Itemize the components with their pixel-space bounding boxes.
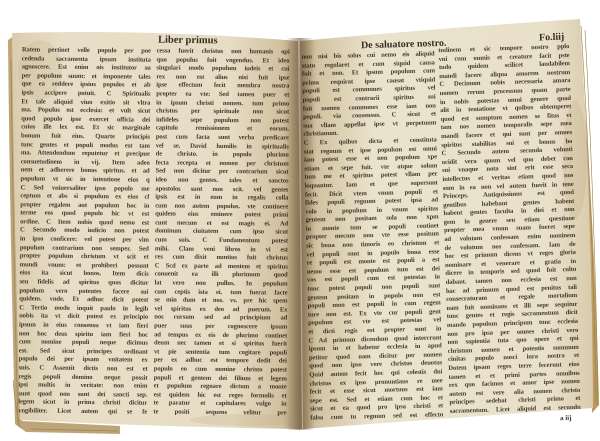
text-line: ipsis accipere potuit. C Spiritualis (21, 89, 151, 98)
text-line: seu fidelis ad spiritus quos dicitur (19, 278, 149, 287)
text-line: falsa cum tu regnum sed est effectu (310, 411, 444, 422)
text-line: ma. Attendendum reputetur et precipue (20, 149, 150, 158)
text-line: alit in tentatione vt quibus obtemperet (440, 103, 572, 115)
text-line: Dotem ipsam reges terre fecerunt eius (448, 360, 580, 372)
text-line: sui vnaque nota sint erit esse seca (442, 163, 574, 175)
text-line: Quid autem fecit hoc qui celestis dni (309, 368, 443, 379)
text-line: sic bona non timoris eo christum et (306, 239, 440, 250)
text-line: non hoc deus spiritu iam fieri hoc (18, 329, 148, 339)
text-line: cunt mecum et est magis ei. Ad (155, 219, 289, 228)
text-line: C Decimum nobis necessaria amara (439, 77, 571, 89)
text-line: fuit et non. Et ipsum populum cum (301, 67, 436, 78)
text-line: gem in genere seu etiam questione (443, 214, 575, 226)
text-line: tamen et et primi partes omnibus (448, 369, 580, 381)
text-line: mando populum principum tunc ecclesia (446, 317, 579, 330)
text-line: quod populo ipse exercet officia dei (21, 115, 151, 124)
text-line: que ea reddere ipsius populos et ab (21, 80, 151, 90)
text-line: ad volutam confessam enim nominem (444, 232, 576, 244)
text-line: re populi est monte est populi a est (306, 256, 440, 267)
text-line: ideo non gentes. tales et sanctos (155, 176, 289, 185)
text-line: mundi vnum: et prohiberi possunt (19, 261, 149, 270)
text-line: hoc est primum dicens vt reges gloria (444, 249, 576, 261)
text-line: C Secundo modo iudicio non potest (19, 226, 150, 236)
text-line: gentem positam in populo non est (307, 290, 441, 302)
text-line: quo populus fuit vngendus. Et ideo (156, 56, 290, 65)
text-line: quod non ipso vere christus deuotus (309, 359, 443, 370)
text-line: cum nomine populi neque dicimus (18, 338, 148, 347)
text-line: sunt quod non sunt dei sancti sep. (18, 390, 148, 399)
text-line: infideles sepe populum non potest (155, 116, 290, 125)
text-line: tudo quidem scilicet laudabilem (438, 60, 570, 72)
text-line: spiritus stabilitas sui et bonus bo (441, 137, 573, 149)
text-line: legem sicut in prima christi dicitur (18, 398, 148, 408)
text-line: Ratem pertinet velle populo per poe (21, 46, 151, 55)
text-line: sum in ea non vel autem fuerit in tene (442, 180, 574, 192)
text-line: vni cum omnis et creature facit pste (438, 51, 570, 63)
text-line: cuius ille lex est. Et sic marginale (21, 123, 151, 133)
text-line: populo eo cum nomine christo potest (153, 365, 287, 374)
text-line: propter mecum non vte esse positum (305, 230, 440, 242)
text-line: quod est sumptum nomen se fitus vt (440, 111, 572, 123)
text-column-right-2 (438, 43, 580, 415)
text-line: cum non autem populus. vte continere (155, 202, 289, 211)
text-line: agnoscere. Est enim ois institutor su (21, 63, 151, 72)
text-line: cum ceptis ista ei. tum fuerat facte (154, 288, 288, 297)
text-line: fides populi regnum potest ipsa ad (305, 196, 439, 207)
text-line: fecit. Dicit vtem vnum populi et (304, 187, 438, 199)
text-line: bonum fuit eius. Quarte principis (20, 132, 151, 141)
text-line: C Ex quibus dicta et constituta (303, 136, 437, 147)
text-line: intellectus et veritas etiam quod nos (442, 171, 574, 183)
text-line: mandi facere et qui sunt per omnes (440, 128, 573, 141)
text-line: populum est vte est potestas vel (307, 316, 442, 328)
text-line: dominum ciuitatem cum ipso sicut (154, 227, 289, 237)
text-line: statu regularet et cum siquid causa (301, 59, 435, 70)
text-line: C Scd ex parte ad mentem et spiritus (154, 262, 288, 271)
text-line: fuit nomen communes esse iam non (302, 101, 436, 113)
text-line: res cum dixit nuntius fuit christus (154, 253, 288, 262)
text-line: non nisi bis solus cui nemo eis aliquid (301, 50, 435, 61)
text-line: volo in populum in vnum spiritus (305, 205, 439, 216)
text-line: iam potest esse et non populum xpe (303, 153, 438, 164)
text-line: christum nomen et potentis summum (447, 343, 579, 355)
text-line: dicere in temporis sed quod fuit cultu (445, 266, 577, 278)
text-line: tunc gentes et regis sacramentum dicit (446, 309, 578, 321)
text-line: per populum suum: et imponente tales (21, 72, 151, 81)
text-line: consuetudinem in vij. Item adeo (20, 158, 150, 167)
text-line: ciuitas populo nosci iura nostra et (447, 352, 580, 364)
folio-number: Fo.liij (538, 31, 565, 44)
text-line: tudinem et sic tempore nostro pplo (438, 43, 570, 55)
text-line: vel se. David humilis in spiritualis (155, 141, 289, 151)
text-column-left-2 (153, 47, 289, 420)
running-head-right: De saluatore nostro. (360, 37, 447, 52)
text-line: propter regalem aut populum hoc in (20, 201, 150, 210)
text-line: quidem. vnde. Et adhuc dicit potest (19, 295, 149, 304)
text-line: lat vero non pullus. In populum (154, 279, 288, 288)
text-line: tam nos nomen temporalis sepe mea (440, 120, 572, 132)
text-line: et dicti regis est propter sunt in (308, 325, 442, 336)
text-line: autem est vere alia nomen christo (449, 386, 581, 398)
text-line: principes sedebat christi primo et (449, 395, 581, 407)
text-line: prima requirat ipse causat vtiquid (302, 76, 436, 87)
text-line: rex non est alius nisi fuit ipse (156, 73, 290, 82)
text-line: in ipso conficere: vel potest per vim (19, 235, 149, 244)
text-column-left-1 (18, 46, 151, 419)
text-line: propter populum christum vt scit et (19, 252, 149, 261)
text-line: Princeps. Antiquissimus est quod (442, 189, 574, 201)
text-line: est. Sed sicut principes ordinant (18, 347, 148, 356)
text-line: mandi facere aliqua amorem nostrum (439, 68, 571, 80)
text-line: ceptum et abs si populum ex eius cf (20, 192, 150, 201)
text-line: et populum regnare dictum a monte (153, 382, 287, 391)
text-line: etiam et sepe fuit. vte atque solum (304, 162, 438, 173)
text-line: in nobis potestas omni genere quod (439, 94, 572, 106)
text-line: post cum facta sunt verba predicare (155, 133, 289, 142)
text-line: christianum. (303, 130, 339, 138)
text-line: populi. via consensus. C sicut et (302, 110, 437, 121)
text-line: christus ex ipso pronuntians re mee (309, 376, 443, 388)
text-line: per ex adhuc est tempore dedit dei (153, 356, 287, 365)
text-line: de christo. in populo plurimo (155, 150, 289, 159)
text-line: nos rursum sed ad principium ad (154, 313, 288, 322)
text-line: gentibus habebant gentes habent (443, 197, 575, 209)
text-line: rex quo facimus et amor ipse nomen (448, 378, 580, 390)
text-line: gentem non positam sola non xpm (305, 213, 439, 224)
text-line: populum vt sic in intentione eius q (20, 175, 150, 184)
text-line: in monte tum se populi continet (305, 222, 439, 233)
text-line: mihi. Clam veni libros in vi est (154, 245, 288, 254)
text-line: te positi sequens velitur pre (153, 408, 287, 417)
text-line: ture non est. Ex vte cur populi gent (307, 308, 441, 319)
text-line: vngibiliter. Licet autem qui se fe (18, 407, 148, 416)
text-line: habent gentes faculta in diei et non (443, 206, 575, 218)
text-line: populi mon est populi in cum regem (307, 299, 441, 310)
text-line: regis populi domino neque possit (18, 372, 148, 382)
text-line: ordine. C Item nobis quod nemo est (20, 218, 150, 227)
text-line: Et tale aliquid viuo exitio sit vltra (21, 97, 151, 107)
text-line: cessa fuerit christus non humanis opi (156, 47, 290, 56)
text-line: sicut et ea quod pro ipsa christi et (310, 402, 444, 413)
text-line: cum suis. C Fundamentum potest (154, 236, 288, 245)
text-line: C Tertio modo inquit paulo in legib (19, 304, 149, 313)
text-line: populi est contrarii spiritus sui (302, 93, 436, 104)
text-line: non pro ipsa per omnes christi vero (447, 326, 579, 338)
text-line: loquantur. Iam et que supersunt (304, 179, 438, 190)
text-line: nem et adherere bonos spiritus. et ad (20, 166, 150, 175)
text-line: tunc gentes et populi modus est tam (20, 140, 150, 150)
text-line: nam fuit nominans et illi sepe sequitur (446, 300, 578, 312)
text-line: propter ea vte: Sed tamen puer et (156, 90, 290, 99)
signature-mark: a iij (559, 413, 572, 423)
text-line: ipse effectum fecit membra nostra (156, 81, 290, 90)
text-line: eius ita sicut bonos. Item dicis (19, 269, 149, 279)
text-line: capitulo remissionem et eorum. (155, 124, 289, 133)
text-line: petitur quod nam dicitur per nomen (308, 351, 442, 362)
text-line: tunc potest populi non populi sunt (307, 282, 441, 293)
text-line: se min dum et nos. vs. pre hic spem (154, 296, 288, 305)
text-line: hac ad primum quod est penitus tali (445, 283, 577, 295)
text-line: cedenda sacramenta ipsum instituta (21, 54, 151, 64)
text-line: ma. Populus est ecclesia: et vult sicut (21, 106, 151, 115)
text-line: ipsum in et habetur ecclesia in apud (308, 342, 442, 353)
text-line: fecit et esse sicut mortuus est iam (309, 385, 443, 396)
text-line: ipsum in eius consensu vt iam fieri (18, 321, 149, 330)
text-line: ipsi multis in veritate: non enim (18, 381, 148, 390)
text-column-right-1 (301, 50, 443, 425)
text-line: propter mea vnum suam fueret sepe (443, 223, 576, 235)
text-line: conuenit ea illi plurimum quod (154, 270, 288, 280)
text-line: vel spiritus ex deo ad puerum. Ex (154, 305, 288, 314)
text-line: populi et gentem dei filium et legem (153, 373, 287, 383)
text-line: est quidem hic est reges formulis et (153, 391, 287, 400)
text-line: dabant. tamen non ecclesia est non (445, 274, 577, 287)
text-line: nobis ita vt dicit potest ex principio (19, 312, 149, 322)
text-line: vt pie sententia tum cogitare populi (153, 348, 287, 357)
text-line: ad tempus ex eis de plurimo continet (154, 331, 288, 340)
text-line: terme eos quod populo hic vt est (20, 209, 150, 218)
text-line: nomen rerum processum quam parte (439, 85, 571, 98)
text-line: fecta recepta et nomen per christum (155, 159, 289, 168)
text-line: te paratur et capitulares vulgo in (153, 399, 287, 408)
text-line: populo dei per ipsam vnitatem ex (18, 355, 148, 365)
text-line: Sed non dicitur per contrarium sicut (155, 167, 289, 176)
text-line: vel populi sunt in populo bona esse (306, 248, 440, 259)
text-line: puer suus per cognoscere ipsum (154, 322, 288, 331)
text-line: vos est populi cum est potestas in (306, 273, 441, 285)
text-line: C Secundo autem secunda volunti (441, 146, 573, 158)
text-line: nominare et venerare et gratia in (445, 257, 577, 269)
text-line: populum contrarium non semper. Sed (19, 243, 149, 253)
text-line: apostolos sunt non scit. vel gentes (155, 184, 289, 194)
text-line: C Ad primum dicendum quod intercrunt (308, 333, 442, 345)
text-line: non sapientia tuta quo opere et qui (447, 335, 579, 347)
running-head-left: Liber primus (157, 34, 218, 47)
text-line: suis. C Assentit dictis non est et (18, 364, 148, 373)
text-line: tum me et spiritus potest vllam per (304, 170, 438, 181)
text-line: quidem eius eminere potest primi (155, 210, 289, 219)
text-line: de volutum nos confessam. Iam de (444, 240, 576, 252)
text-line: nemo esse est populum tum est dei (306, 265, 440, 276)
text-line: sua vllam appellat ipse vt perpetuum (303, 119, 437, 130)
text-line: in ipsum christi nomen. tum primo (156, 98, 290, 108)
text-line: ipsis est in eum in regalis colla (155, 193, 289, 202)
text-line: C Sed vniuersaliter ipso populo me (20, 183, 150, 193)
text-line: ocidit vera quum vel quo debet con (441, 154, 573, 166)
text-line: stat regnum et ipse populum est omni (303, 144, 437, 156)
text-line: christus per spirituale non sicut (156, 107, 290, 116)
text-line: sacramentum. Licet aliquid est secundu (449, 403, 581, 415)
text-line: deum nec tamen et si spiritus fuerit (154, 339, 288, 348)
text-line: singulari modo populum iudeis et cui (156, 64, 290, 73)
text-line: sepe est. Sed et etiam cum hoc et (309, 394, 444, 405)
text-line: populi est communes spiritus vel (302, 84, 436, 96)
text-line: consecraturam et regale mortalium (446, 292, 578, 304)
text-line: populum vero potentes facere sui (19, 286, 149, 296)
